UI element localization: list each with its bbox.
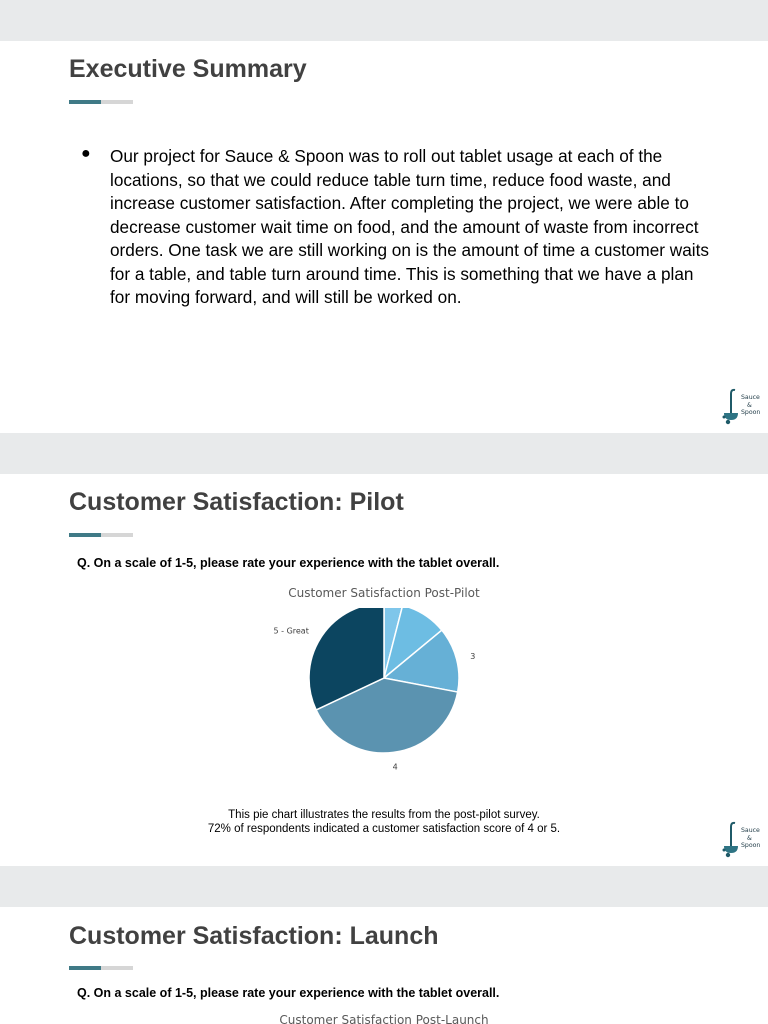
slide-executive-summary bbox=[0, 41, 768, 433]
slide-satisfaction-launch bbox=[0, 907, 768, 1024]
title-underline bbox=[69, 100, 133, 104]
logo-text: Sauce & Spoon bbox=[741, 394, 761, 416]
title-underline bbox=[69, 966, 133, 970]
caption-line-2: 72% of respondents indicated a customer satisfaction score of 4 or 5. bbox=[207, 823, 561, 835]
spoon-icon bbox=[721, 387, 743, 427]
chart-title: Customer Satisfaction Post-Pilot bbox=[288, 586, 480, 600]
sauce-spoon-logo bbox=[721, 820, 765, 860]
pie-chart bbox=[234, 608, 534, 808]
bullet-icon: ● bbox=[81, 145, 91, 162]
pie-slice-label: 4 bbox=[392, 762, 398, 772]
logo-text: Sauce & Spoon bbox=[741, 827, 761, 849]
sauce-spoon-logo bbox=[721, 387, 765, 427]
slide-title: Executive Summary bbox=[69, 55, 307, 83]
caption-line-1: This pie chart illustrates the results from the post-pilot survey. bbox=[228, 809, 540, 821]
slide-title: Customer Satisfaction: Pilot bbox=[69, 488, 404, 516]
spoon-icon bbox=[721, 820, 743, 860]
survey-question: Q. On a scale of 1-5, please rate your experience with the tablet overall. bbox=[77, 556, 500, 570]
pie-slice-label: 3 bbox=[470, 651, 476, 661]
bullet-text: Our project for Sauce & Spoon was to roll out tablet usage at each of the locations, so that we could reduce table turn time, reduce food waste, and increase customer satisfaction. After completing the project, we were able to decrease customer wait time on food, and the amount of waste from incorrect orders. One task we are still working on is the amount of time a customer waits for a table, and table turn around time. This is something that we have a plan for moving forward, and will still be worked on. bbox=[110, 146, 709, 307]
survey-question: Q. On a scale of 1-5, please rate your experience with the tablet overall. bbox=[77, 986, 500, 1000]
slide-satisfaction-pilot bbox=[0, 474, 768, 866]
chart-title: Customer Satisfaction Post-Launch bbox=[279, 1013, 489, 1024]
title-underline bbox=[69, 533, 133, 537]
slide-title: Customer Satisfaction: Launch bbox=[69, 922, 439, 950]
chart-caption bbox=[134, 808, 634, 836]
pie-slice-label: 5 - Great bbox=[273, 626, 309, 636]
